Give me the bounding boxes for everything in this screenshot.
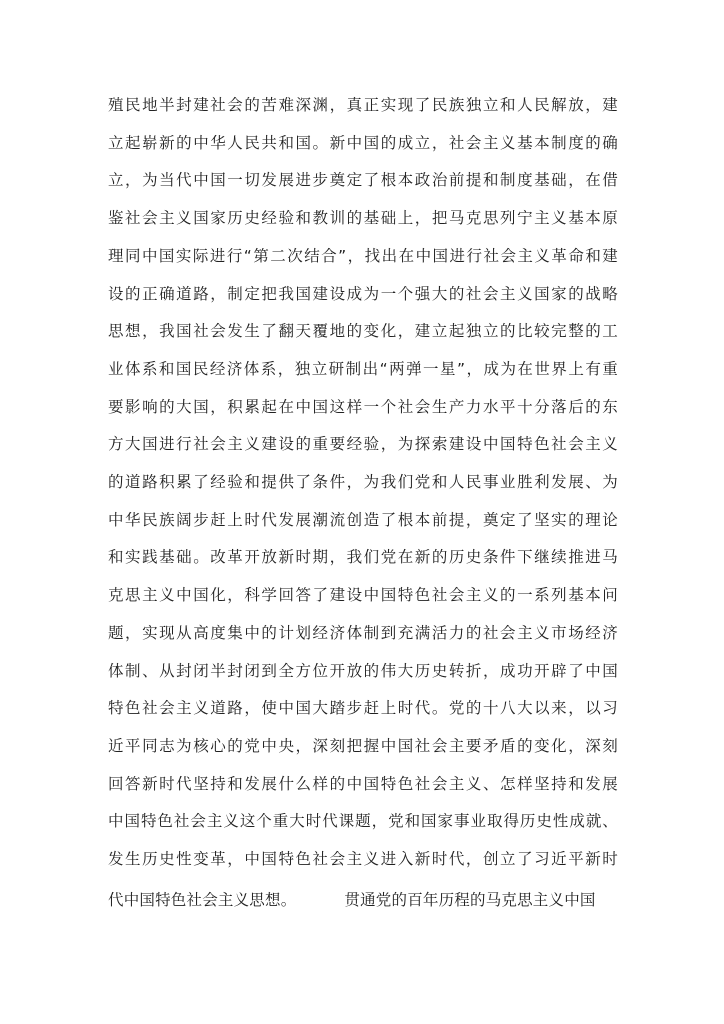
- paragraph-line: 业体系和国民经济体系，独立研制出“两弹一星”，成为在世界上有重: [108, 360, 618, 378]
- paragraph-line: 立起崭新的中华人民共和国。新中国的成立，社会主义基本制度的确: [108, 134, 618, 152]
- paragraph-line: 理同中国实际进行“第二次结合”，找出在中国进行社会主义革命和建: [108, 247, 618, 265]
- paragraph-line: 的道路积累了经验和提供了条件，为我们党和人民事业胜利发展、为: [108, 473, 618, 491]
- paragraph-line: 题，实现从高度集中的计划经济体制到充满活力的社会主义市场经济: [108, 624, 618, 642]
- paragraph-line-last: [108, 888, 618, 912]
- paragraph-line: 立，为当代中国一切发展进步奠定了根本政治前提和制度基础，在借: [108, 171, 618, 189]
- paragraph-line: 要影响的大国，积累起在中国这样一个社会生产力水平十分落后的东: [108, 398, 618, 416]
- paragraph-line: 克思主义中国化，科学回答了建设中国特色社会主义的一系列基本问: [108, 586, 618, 604]
- paragraph-line: 回答新时代坚持和发展什么样的中国特色社会主义、怎样坚持和发展: [108, 775, 618, 793]
- paragraph-line: 殖民地半封建社会的苦难深渊，真正实现了民族独立和人民解放，建: [108, 96, 618, 114]
- paragraph-line: 思想，我国社会发生了翻天覆地的变化，建立起独立的比较完整的工: [108, 322, 618, 340]
- paragraph-line: 设的正确道路，制定把我国建设成为一个强大的社会主义国家的战略: [108, 285, 618, 303]
- next-paragraph-start: 贯通党的百年历程的马克思主义中国: [344, 891, 596, 909]
- paragraph-line: 中华民族阔步赶上时代发展潮流创造了根本前提，奠定了坚实的理论: [108, 511, 618, 529]
- paragraph-line: 鉴社会主义国家历史经验和教训的基础上，把马克思列宁主义基本原: [108, 209, 618, 227]
- paragraph-line: 方大国进行社会主义建设的重要经验，为探索建设中国特色社会主义: [108, 435, 618, 453]
- paragraph-line: 中国特色社会主义这个重大时代课题，党和国家事业取得历史性成就、: [108, 812, 618, 830]
- paragraph-line: 近平同志为核心的党中央，深刻把握中国社会主要矛盾的变化，深刻: [108, 737, 618, 755]
- paragraph-line: 发生历史性变革，中国特色社会主义进入新时代，创立了习近平新时: [108, 850, 618, 868]
- closing-sentence: 代中国特色社会主义思想。: [108, 891, 297, 909]
- paragraph-line: 和实践基础。改革开放新时期，我们党在新的历史条件下继续推进马: [108, 548, 618, 566]
- paragraph-line: 特色社会主义道路，使中国大踏步赶上时代。党的十八大以来，以习: [108, 699, 618, 717]
- paragraph-line: 体制、从封闭半封闭到全方位开放的伟大历史转折，成功开辟了中国: [108, 662, 618, 680]
